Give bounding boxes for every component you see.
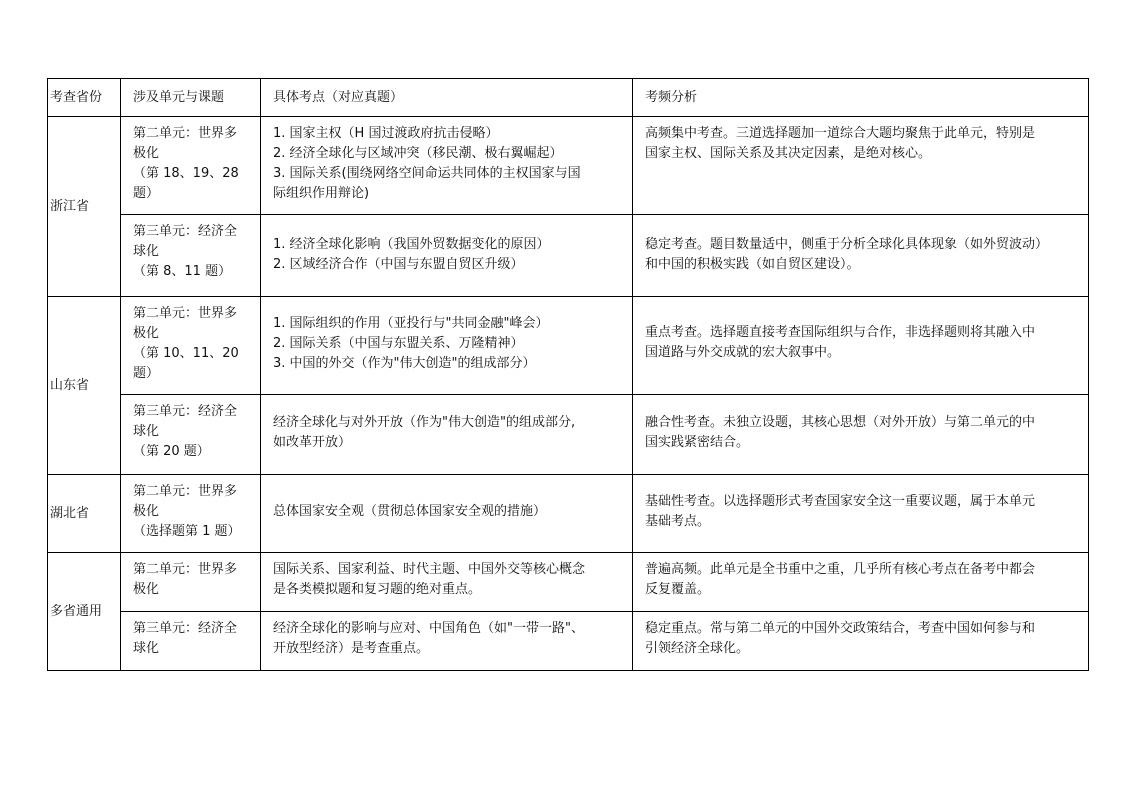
- point-line: 3. 国际关系(围绕网络空间命运共同体的主权国家与国: [273, 166, 581, 181]
- analysis-line: 引领经济全球化。: [645, 641, 750, 656]
- analysis-cell: [633, 297, 1089, 395]
- unit-line: （第 8、11 题）: [133, 264, 232, 279]
- point-line: 总体国家安全观（贯彻总体国家安全观的措施）: [273, 504, 547, 519]
- analysis-line: 反复覆盖。: [645, 582, 711, 597]
- table-row: [48, 475, 1089, 553]
- unit-cell: [121, 117, 261, 215]
- unit-line: 极化: [133, 582, 160, 597]
- point-line: 2. 区域经济合作（中国与东盟自贸区升级）: [273, 257, 524, 272]
- unit-cell: [121, 215, 261, 297]
- unit-line: 球化: [133, 244, 160, 259]
- header-province: 考查省份: [48, 79, 121, 117]
- unit-line: 球化: [133, 424, 160, 439]
- header-unit: 涉及单元与课题: [121, 79, 261, 117]
- point-line: 2. 经济全球化与区域冲突（移民潮、极右翼崛起）: [273, 146, 563, 161]
- unit-cell: [121, 297, 261, 395]
- analysis-line: 国道路与外交成就的宏大叙事中。: [645, 345, 841, 360]
- analysis-line: 融合性考查。未独立设题，其核心思想（对外开放）与第二单元的中: [645, 415, 1036, 430]
- point-line: 1. 经济全球化影响（我国外贸数据变化的原因）: [273, 237, 550, 252]
- point-line: 1. 国家主权（H 国过渡政府抗击侵略）: [273, 126, 499, 141]
- unit-line: （选择题第 1 题）: [133, 524, 241, 539]
- province-cell: 山东省: [48, 297, 121, 475]
- points-cell: [261, 612, 633, 671]
- unit-cell: [121, 553, 261, 612]
- analysis-line: 重点考查。选择题直接考查国际组织与合作，非选择题则将其融入中: [645, 325, 1036, 340]
- header-points: 具体考点（对应真题）: [261, 79, 633, 117]
- points-cell: [261, 215, 633, 297]
- point-line: 2. 国际关系（中国与东盟关系、万隆精神）: [273, 336, 524, 351]
- unit-line: 第二单元：世界多: [133, 306, 238, 321]
- point-line: 经济全球化的影响与应对、中国角色（如"一带一路"、: [273, 621, 584, 636]
- unit-cell: [121, 612, 261, 671]
- unit-line: 极化: [133, 504, 160, 519]
- unit-line: 极化: [133, 146, 160, 161]
- point-line: 经济全球化与对外开放（作为"伟大创造"的组成部分,: [273, 415, 576, 430]
- analysis-line: 和中国的积极实践（如自贸区建设）。: [645, 257, 860, 272]
- analysis-line: 基础性考查。以选择题形式考查国家安全这一重要议题，属于本单元: [645, 494, 1036, 509]
- analysis-cell: [633, 117, 1089, 215]
- table-row: [48, 297, 1089, 395]
- unit-line: （第 18、19、28: [133, 166, 239, 181]
- unit-line: 极化: [133, 326, 160, 341]
- table-row: [48, 117, 1089, 215]
- analysis-cell: [633, 475, 1089, 553]
- province-cell: 多省通用: [48, 553, 121, 671]
- analysis-cell: [633, 612, 1089, 671]
- province-cell: 浙江省: [48, 117, 121, 297]
- header-analysis: 考频分析: [633, 79, 1089, 117]
- analysis-cell: [633, 553, 1089, 612]
- unit-line: 题）: [133, 366, 160, 381]
- unit-line: 第二单元：世界多: [133, 126, 238, 141]
- analysis-line: 高频集中考查。三道选择题加一道综合大题均聚焦于此单元，特别是: [645, 126, 1036, 141]
- points-cell: [261, 475, 633, 553]
- table-row: [48, 395, 1089, 475]
- point-line: 开放型经济）是考查重点。: [273, 641, 430, 656]
- table-row: [48, 215, 1089, 297]
- point-line: 际组织作用辩论): [273, 186, 370, 201]
- unit-line: 第三单元：经济全: [133, 621, 238, 636]
- table-row: [48, 612, 1089, 671]
- unit-line: 第二单元：世界多: [133, 484, 238, 499]
- point-line: 国际关系、国家利益、时代主题、中国外交等核心概念: [273, 562, 586, 577]
- analysis-line: 国家主权、国际关系及其决定因素，是绝对核心。: [645, 146, 932, 161]
- header-row: [48, 79, 1089, 117]
- analysis-line: 稳定考查。题目数量适中，侧重于分析全球化具体现象（如外贸波动）: [645, 237, 1049, 252]
- unit-line: 题）: [133, 186, 160, 201]
- analysis-line: 普遍高频。此单元是全书重中之重，几乎所有核心考点在备考中都会: [645, 562, 1036, 577]
- point-line: 是各类模拟题和复习题的绝对重点。: [273, 582, 482, 597]
- points-cell: [261, 297, 633, 395]
- point-line: 1. 国际组织的作用（亚投行与"共同金融"峰会）: [273, 316, 549, 331]
- point-line: 3. 中国的外交（作为"伟大创造"的组成部分）: [273, 356, 536, 371]
- analysis-cell: [633, 395, 1089, 475]
- analysis-line: 稳定重点。常与第二单元的中国外交政策结合，考查中国如何参与和: [645, 621, 1036, 636]
- analysis-line: 基础考点。: [645, 514, 711, 529]
- province-cell: 湖北省: [48, 475, 121, 553]
- points-cell: [261, 553, 633, 612]
- table-row: [48, 553, 1089, 612]
- analysis-cell: [633, 215, 1089, 297]
- unit-line: 球化: [133, 641, 160, 656]
- points-cell: [261, 395, 633, 475]
- unit-line: （第 20 题）: [133, 444, 210, 459]
- unit-line: （第 10、11、20: [133, 346, 239, 361]
- unit-line: 第三单元：经济全: [133, 224, 238, 239]
- unit-line: 第三单元：经济全: [133, 404, 238, 419]
- points-cell: [261, 117, 633, 215]
- analysis-line: 国实践紧密结合。: [645, 435, 750, 450]
- unit-cell: [121, 395, 261, 475]
- exam-analysis-table: [47, 78, 1089, 671]
- point-line: 如改革开放）: [273, 435, 352, 450]
- unit-cell: [121, 475, 261, 553]
- unit-line: 第二单元：世界多: [133, 562, 238, 577]
